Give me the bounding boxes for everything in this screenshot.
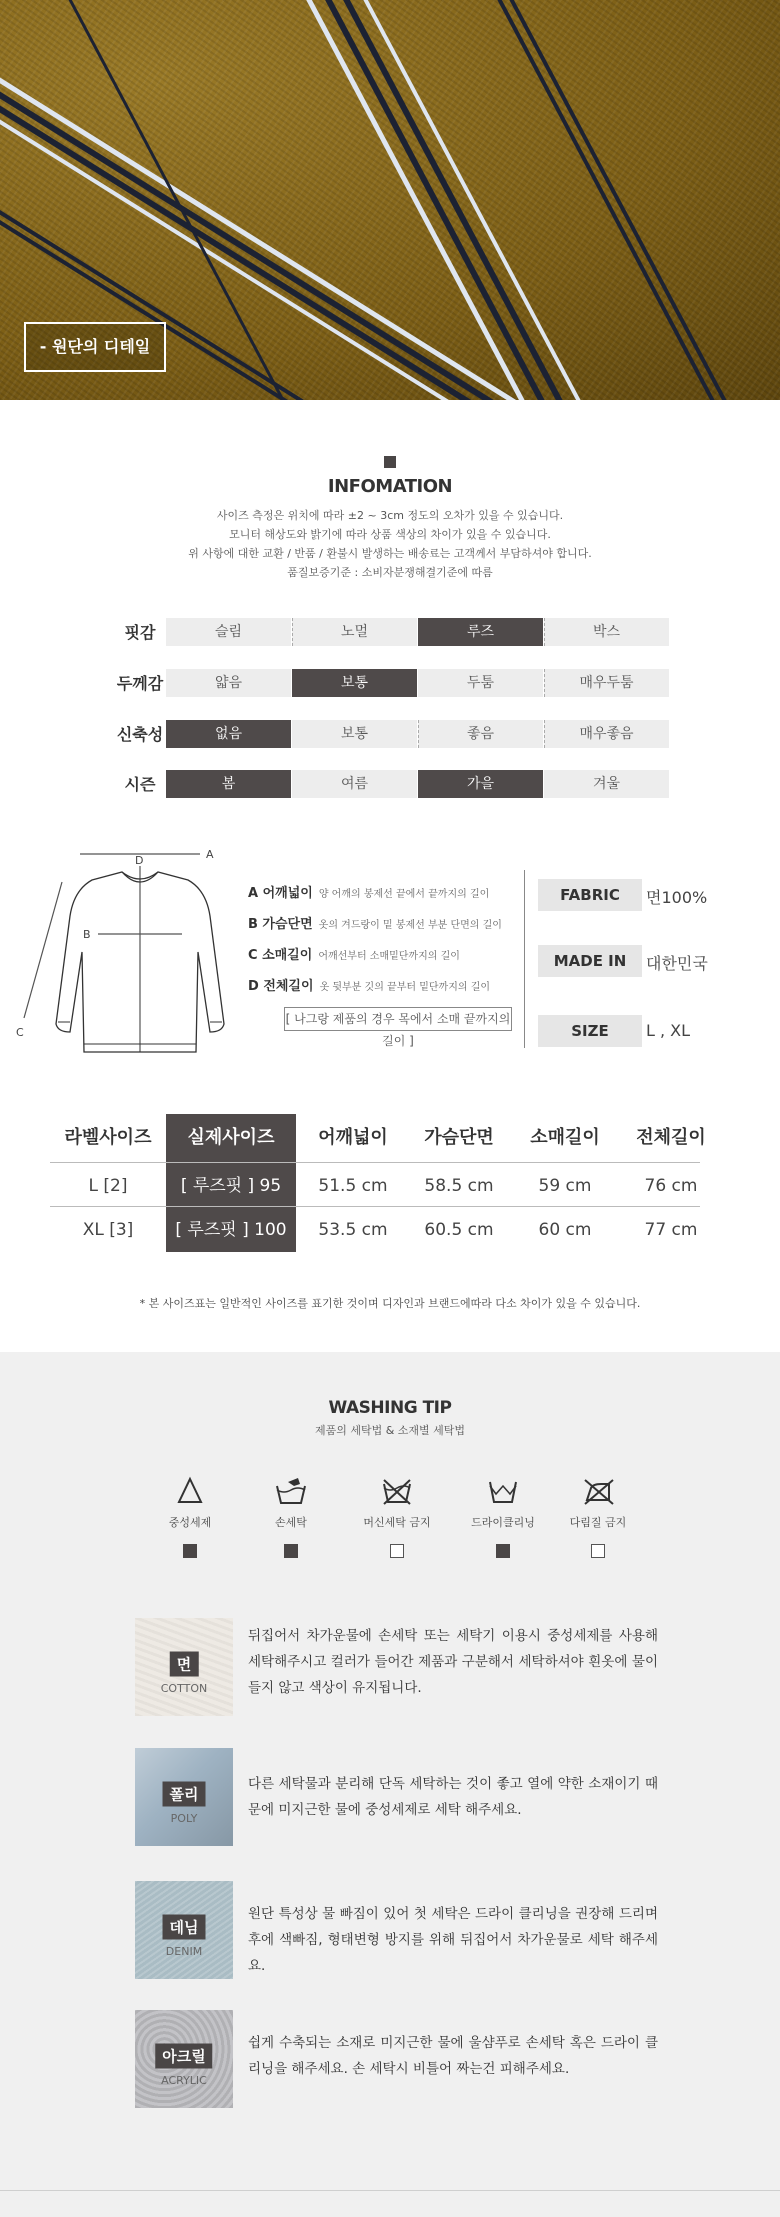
- divider: [544, 669, 545, 697]
- poly-swatch: [135, 1748, 233, 1846]
- no-machine-wash-icon: [342, 1474, 452, 1508]
- rating-option: 여름: [292, 770, 417, 798]
- wash-method-label: 머신세탁 금지: [363, 1516, 431, 1529]
- table-header: 어깨넓이: [318, 1127, 388, 1148]
- raglan-note: [ 나그랑 제품의 경우 목에서 소매 끝까지의 길이 ]: [284, 1007, 512, 1031]
- divider: [418, 720, 419, 748]
- denim-swatch: [135, 1881, 233, 1979]
- material-badge: 면: [170, 1652, 199, 1677]
- fabric-value: 면100%: [646, 888, 708, 907]
- poly-care-text: 다른 세탁물과 분리해 단독 세탁하는 것이 좋고 열에 약한 소재이기 때문에 미지근한 물에 중성세제로 세탁 해주세요.: [248, 1776, 658, 1818]
- made-in-label: MADE IN: [538, 945, 642, 977]
- part-sleeve: C 소매길이 어깨선부터 소매밑단까지의 길이: [248, 948, 460, 963]
- divider: [544, 720, 545, 748]
- table-cell: 58.5 cm: [424, 1176, 494, 1196]
- table-cell: 51.5 cm: [318, 1176, 388, 1196]
- table-cell: 59 cm: [538, 1176, 592, 1196]
- material-eng-label: COTTON: [160, 1682, 208, 1695]
- fabric-detail-label: - 원단의 디테일: [24, 322, 166, 372]
- table-cell: 76 cm: [644, 1176, 698, 1196]
- rating-option: 겨울: [544, 770, 669, 798]
- size-label: SIZE: [538, 1015, 642, 1047]
- table-cell: [ 루즈핏 ] 95: [180, 1176, 282, 1196]
- rating-option: 매우두툼: [544, 669, 669, 697]
- rating-label: 두께감: [116, 674, 164, 693]
- wash-method-label: 손세탁: [275, 1516, 307, 1529]
- cotton-care-text: 뒤집어서 차가운물에 손세탁 또는 세탁기 이용시 중성세제를 사용해 세탁해주시고 컬러가 들어간 제품과 구분해서 세탁하셔야 흰옷에 물이 들지 않고 색상이 유지됩니다.: [248, 1628, 658, 1696]
- rating-option: 노멀: [292, 618, 417, 646]
- label-c: C: [16, 1026, 24, 1039]
- rating-option: 두툼: [418, 669, 543, 697]
- info-line: 품질보증기준 : 소비자분쟁해결기준에 따름: [287, 566, 493, 579]
- size-value: L , XL: [646, 1021, 691, 1040]
- rating-option: 슬림: [166, 618, 291, 646]
- rating-option: 좋음: [418, 720, 543, 748]
- table-header: 전체길이: [636, 1127, 706, 1148]
- rating-option-selected: 가을: [418, 770, 543, 798]
- wash-method-label: 중성세제: [168, 1516, 212, 1529]
- table-cell: 53.5 cm: [318, 1220, 388, 1240]
- garment-diagram: [10, 842, 240, 1062]
- rating-label: 핏감: [124, 623, 156, 642]
- cotton-swatch: [135, 1618, 233, 1716]
- material-badge: 아크릴: [155, 2044, 212, 2069]
- material-eng-label: ACRYLIC: [161, 2074, 207, 2087]
- rating-option: 매우좋음: [544, 720, 669, 748]
- table-cell: L [2]: [88, 1176, 128, 1196]
- checkbox-checked: [284, 1544, 298, 1558]
- checkbox-unchecked: [390, 1544, 404, 1558]
- wash-method-label: 다림질 금지: [569, 1516, 627, 1529]
- rating-option: 보통: [292, 720, 417, 748]
- rating-label: 신축성: [116, 725, 164, 744]
- fabric-detail-image: [0, 0, 780, 400]
- table-cell: 60 cm: [538, 1220, 592, 1240]
- part-shoulder: A 어깨넓이 양 어깨의 봉제선 끝에서 끝까지의 길이: [248, 886, 490, 901]
- size-note: * 본 사이즈표는 일반적인 사이즈를 표기한 것이며 디자인과 브랜드에따라 다소 차이가 있을 수 있습니다.: [139, 1297, 641, 1310]
- checkbox-unchecked: [591, 1544, 605, 1558]
- label-d: D: [135, 854, 144, 867]
- table-cell: [ 루즈핏 ] 100: [175, 1220, 287, 1240]
- section-marker: [384, 456, 396, 468]
- acrylic-swatch: [135, 2010, 233, 2108]
- table-cell: 77 cm: [644, 1220, 698, 1240]
- divider: [292, 618, 293, 646]
- fabric-label: FABRIC: [538, 879, 642, 911]
- table-header: 가슴단면: [424, 1127, 494, 1148]
- info-line: 위 사항에 대한 교환 / 반품 / 환불시 발생하는 배송료는 고객께서 부담하셔야 합니다.: [188, 547, 592, 560]
- part-length: D 전체길이 옷 뒷부분 깃의 끝부터 밑단까지의 길이: [248, 979, 491, 994]
- divider: [0, 2190, 780, 2191]
- rating-option-selected: 보통: [292, 669, 417, 697]
- acrylic-care-text: 쉽게 수축되는 소재로 미지근한 물에 울샴푸로 손세탁 혹은 드라이 클리닝을 해주세요. 손 세탁시 비틀어 짜는건 피해주세요.: [248, 2035, 658, 2077]
- info-title: INFOMATION: [327, 476, 453, 497]
- hand-wash-icon: [236, 1474, 346, 1508]
- divider: [544, 618, 545, 646]
- dry-clean-icon: [448, 1474, 558, 1508]
- material-badge: 폴리: [163, 1782, 206, 1807]
- made-in-value: 대한민국: [646, 954, 708, 973]
- wash-method-label: 드라이클리닝: [471, 1516, 535, 1529]
- rating-label: 시즌: [124, 775, 156, 794]
- material-eng-label: POLY: [170, 1812, 198, 1825]
- rating-option: 얇음: [166, 669, 291, 697]
- divider: [50, 1162, 700, 1163]
- rating-option: 박스: [544, 618, 669, 646]
- material-badge: 데님: [163, 1915, 206, 1940]
- part-chest: B 가슴단면 옷의 겨드랑이 밑 봉제선 부분 단면의 길이: [248, 917, 502, 932]
- rating-option-selected: 루즈: [418, 618, 543, 646]
- material-eng-label: DENIM: [165, 1945, 203, 1958]
- info-line: 사이즈 측정은 위치에 따라 ±2 ~ 3cm 정도의 오차가 있을 수 있습니다.: [216, 509, 564, 522]
- table-cell: 60.5 cm: [424, 1220, 494, 1240]
- no-iron-icon: [543, 1474, 653, 1508]
- table-header: 실제사이즈: [187, 1127, 275, 1148]
- table-header: 소매길이: [530, 1127, 600, 1148]
- washing-title: WASHING TIP: [328, 1398, 452, 1418]
- triangle-icon: [135, 1474, 245, 1508]
- checkbox-checked: [183, 1544, 197, 1558]
- label-a: A: [206, 848, 214, 861]
- label-b: B: [83, 928, 91, 941]
- checkbox-checked: [496, 1544, 510, 1558]
- rating-option-selected: 없음: [166, 720, 291, 748]
- washing-subtitle: 제품의 세탁법 & 소재별 세탁법: [314, 1424, 466, 1437]
- divider: [50, 1206, 700, 1207]
- rating-option-selected: 봄: [166, 770, 291, 798]
- divider: [524, 870, 525, 1048]
- table-header: 라벨사이즈: [64, 1127, 152, 1148]
- table-cell: XL [3]: [82, 1220, 134, 1240]
- info-line: 모니터 해상도와 밝기에 따라 상품 색상의 차이가 있을 수 있습니다.: [229, 528, 551, 541]
- denim-care-text: 원단 특성상 물 빠짐이 있어 첫 세탁은 드라이 클리닝을 권장해 드리며 후에 색빠짐, 형태변형 방지를 위해 뒤집어서 차가운물로 세탁 해주세요.: [248, 1906, 658, 1974]
